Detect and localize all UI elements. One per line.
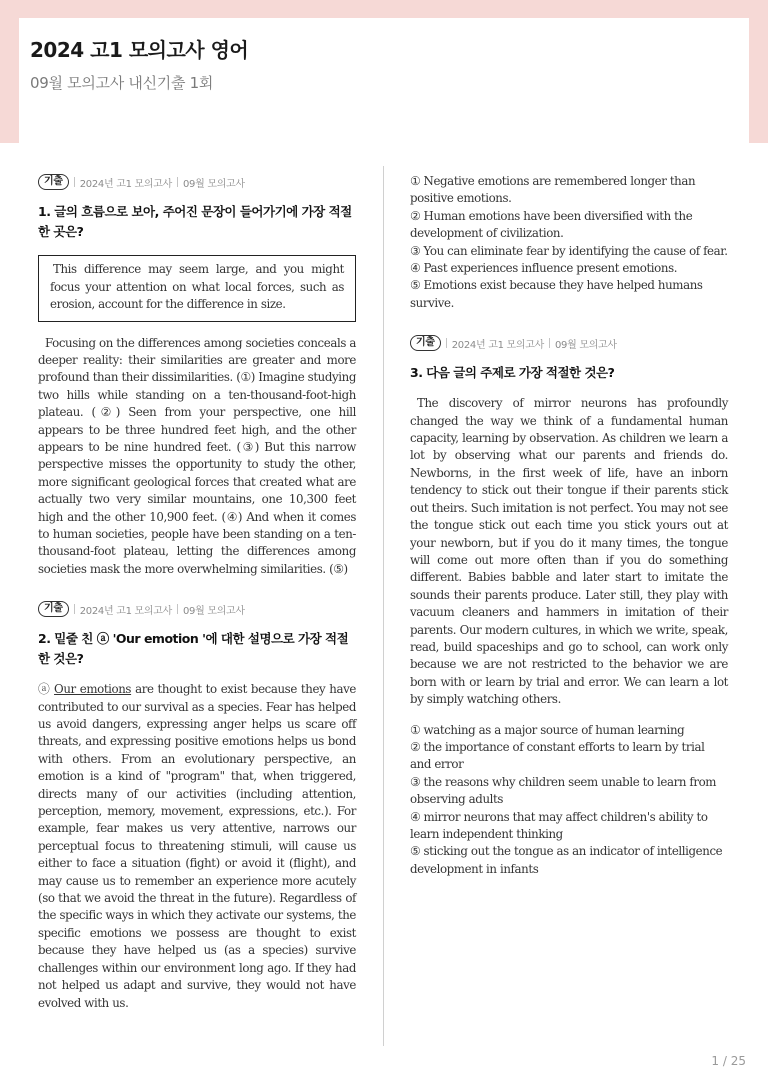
source-exam: 2024년 고1 모의고사 <box>451 339 544 351</box>
choice-1[interactable]: ① Negative emotions are remembered longer than positive emotions. <box>410 174 696 206</box>
given-sentence-text: This difference may seem large, and you might focus your attention on what local forces, such as erosion, account for the difference in size. <box>50 262 344 311</box>
source-month: 09월 모의고사 <box>554 339 617 351</box>
source-month: 09월 모의고사 <box>182 605 245 617</box>
question-1 <box>38 173 356 578</box>
tag-separator <box>177 604 178 614</box>
tag-separator <box>74 604 75 614</box>
source-badge: 기출 <box>38 174 69 190</box>
tag-separator <box>549 338 550 348</box>
question-2-passage <box>38 681 356 1012</box>
question-2 <box>38 600 356 1012</box>
column-divider <box>383 166 384 1046</box>
choice-5[interactable]: ⑤ sticking out the tongue as an indicator of intelligence development in infants <box>410 844 723 876</box>
passage-marker: ⓐ <box>38 682 51 697</box>
choice-2[interactable]: ② Human emotions have been diversified with the development of civilization. <box>410 208 693 241</box>
tag-separator <box>177 177 178 187</box>
source-month: 09월 모의고사 <box>182 178 245 190</box>
choice-5[interactable]: ⑤ Emotions exist because they have helped humans survive. <box>410 278 703 310</box>
question-2-choices <box>410 173 728 312</box>
source-exam: 2024년 고1 모의고사 <box>79 605 172 617</box>
question-3 <box>410 334 728 878</box>
page-number: 1 / 25 <box>711 1054 746 1068</box>
choice-3[interactable]: ③ You can eliminate fear by identifying the cause of fear. <box>410 243 728 258</box>
choice-4[interactable]: ④ Past experiences influence present emotions. <box>410 261 678 276</box>
document-subtitle: 09월 모의고사 내신기출 1회 <box>30 74 214 92</box>
question-3-passage: The discovery of mirror neurons has profoundly changed the way we think of a fundamental human capacity, learning by observation. As children we learn a lot by observing what our parents and friends do. Newborns, in the first week of life, have an inborn tendency to stick out their tongue if their parents stick out theirs. Such imitation is not perfect. You may not see the tongue stick out each time you stick yours out at your newborn, but if you do it many times, the tongue will come out more often than if you do something different. Babies babble and later start to imitate the sounds their parents produce. Later still, they play with vacuum cleaners and hammers in imitation of their parents. Our modern cultures, in which we write, speak, read, build spaceships and go to school, can work only because we are not restricted to the behavior we are born with or learn by trial and error. We can learn a lot by simply watching others. <box>410 396 728 707</box>
choice-2[interactable]: ② the importance of constant efforts to learn by trial and error <box>410 739 705 772</box>
choice-3[interactable]: ③ the reasons why children seem unable to learn from observing adults <box>410 774 717 807</box>
question-3-choices <box>410 722 728 879</box>
source-badge: 기출 <box>38 601 69 617</box>
question-2-title: 2. 밑줄 친 ⓐ 'Our emotion '에 대한 설명으로 가장 적절한 것은? <box>38 631 349 667</box>
source-badge: 기출 <box>410 335 441 351</box>
underlined-phrase: Our emotions <box>54 682 132 697</box>
document-title: 2024 고1 모의고사 영어 <box>30 38 249 62</box>
left-column <box>38 173 356 1012</box>
question-2-source-tag <box>38 600 356 618</box>
choice-1[interactable]: ① watching as a major source of human learning <box>410 722 685 737</box>
question-3-source-tag <box>410 334 728 352</box>
right-column <box>410 173 728 878</box>
passage-body: are thought to exist because they have contributed to our survival as a species. Fear has helped us avoid dangers, expressing anger helps us scare off threats, and expressing positive emotions helps us bond with others. From an evolutionary perspective, an emotion is a kind of "program" that, when triggered, directs many of our activities (including attention, perception, memory, movement, expressions, etc.). For example, fear makes us very attentive, narrows our perceptual focus to threatening stimuli, will cause us either to face a situation (fight) or avoid it (flight), and may cause us to remember an experience more acutely (so that we avoid the threat in the future). Regardless of the specific ways in which they activate our systems, the specific emotions we possess are thought to exist because they have helped us (as a species) survive challenges within our environment long ago. If they had not helped us adapt and survive, they would not have evolved with us. <box>38 682 356 1010</box>
question-3-title: 3. 다음 글의 주제로 가장 적절한 것은? <box>410 365 615 381</box>
question-1-passage: Focusing on the differences among societies conceals a deeper reality: their similarities are greater and more profound than their dissimilarities. (①) Imagine studying two hills while standing on a ten-thousand-foot-high plateau. (②) Seen from your perspective, one hill appears to be three hundred feet high, and the other appears to be nine hundred feet. (③) But this narrow perspective misses the opportunity to study the other, more significant geological forces that created what are actually two very similar mountains, one 10,300 feet high and the other 10,900 feet. (④) And when it comes to human societies, people have been standing on a ten-thousand-foot plateau, letting the differences among societies mask the more overwhelming similarities. (⑤) <box>38 335 356 576</box>
question-1-title: 1. 글의 흐름으로 보아, 주어진 문장이 들어가기에 가장 적절한 곳은? <box>38 204 352 239</box>
question-1-given-sentence <box>38 255 356 322</box>
choice-4[interactable]: ④ mirror neurons that may affect children's ability to learn independent thinking <box>410 809 708 841</box>
tag-separator <box>74 177 75 187</box>
question-1-source-tag <box>38 173 356 191</box>
tag-separator <box>446 338 447 348</box>
source-exam: 2024년 고1 모의고사 <box>79 178 172 190</box>
